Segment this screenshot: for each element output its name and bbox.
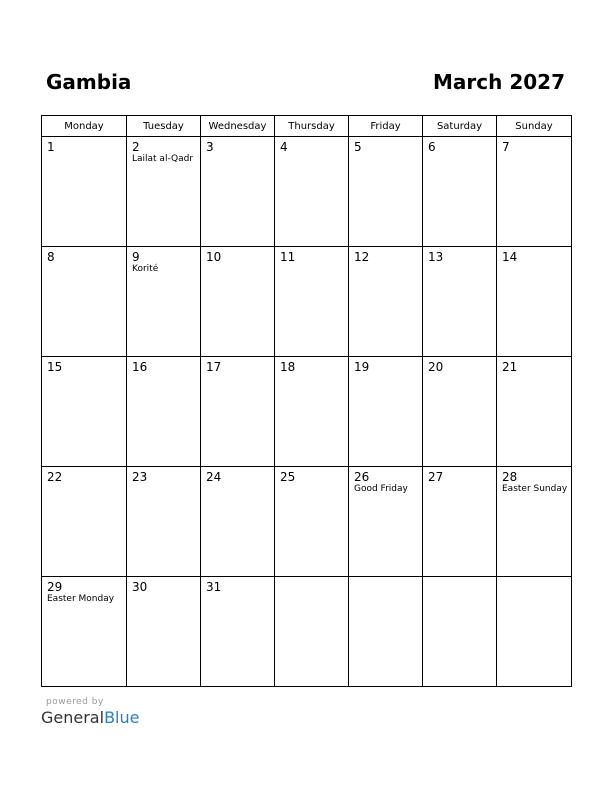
day-number: 23 — [132, 470, 148, 484]
weekday-header: Thursday — [275, 116, 349, 137]
day-cell — [423, 137, 497, 247]
day-cell — [423, 247, 497, 357]
weekday-header-row — [42, 116, 572, 137]
day-cell — [349, 357, 423, 467]
week-row — [42, 577, 572, 687]
weekday-header: Monday — [42, 116, 127, 137]
day-cell — [42, 577, 127, 687]
holiday-label: Easter Monday — [47, 594, 115, 604]
day-number: 30 — [132, 580, 148, 594]
day-cell — [127, 137, 201, 247]
powered-by-label: powered by — [46, 697, 104, 707]
day-number: 24 — [206, 470, 222, 484]
holiday-label: Easter Sunday — [502, 484, 568, 494]
day-number: 14 — [502, 250, 518, 264]
day-cell — [497, 357, 572, 467]
day-number — [423, 577, 496, 580]
day-cell — [275, 467, 349, 577]
month-title: March 2027 — [433, 70, 565, 94]
day-number: 6 — [428, 140, 436, 154]
day-number: 12 — [354, 250, 370, 264]
day-cell — [497, 137, 572, 247]
day-number: 26 — [354, 470, 370, 484]
day-number: 3 — [206, 140, 214, 154]
day-number: 17 — [206, 360, 222, 374]
day-number: 16 — [132, 360, 148, 374]
day-cell — [423, 577, 497, 687]
day-cell — [497, 247, 572, 357]
day-number: 7 — [502, 140, 510, 154]
day-number: 2 — [132, 140, 140, 154]
day-cell — [349, 247, 423, 357]
country-title: Gambia — [46, 70, 132, 94]
day-cell — [349, 467, 423, 577]
day-number: 4 — [280, 140, 288, 154]
day-cell — [127, 577, 201, 687]
week-row — [42, 467, 572, 577]
week-row — [42, 137, 572, 247]
day-cell — [497, 577, 572, 687]
weekday-header: Sunday — [497, 116, 572, 137]
holiday-label: Korité — [132, 264, 159, 274]
day-cell — [127, 247, 201, 357]
calendar-grid — [41, 115, 572, 687]
day-number: 21 — [502, 360, 518, 374]
day-cell — [42, 247, 127, 357]
day-number: 8 — [47, 250, 55, 264]
day-number: 9 — [132, 250, 140, 264]
week-row — [42, 357, 572, 467]
weekday-header: Saturday — [423, 116, 497, 137]
day-number — [497, 577, 571, 580]
day-number: 19 — [354, 360, 370, 374]
day-cell — [201, 247, 275, 357]
day-number: 1 — [47, 140, 55, 154]
day-cell — [201, 577, 275, 687]
day-number: 27 — [428, 470, 444, 484]
day-cell — [127, 467, 201, 577]
day-cell — [349, 577, 423, 687]
week-row — [42, 247, 572, 357]
day-cell — [349, 137, 423, 247]
day-cell — [275, 137, 349, 247]
day-number: 18 — [280, 360, 296, 374]
day-cell — [201, 467, 275, 577]
day-number: 10 — [206, 250, 222, 264]
brand-general-text: General — [41, 708, 105, 727]
day-number: 15 — [47, 360, 63, 374]
day-number: 28 — [502, 470, 518, 484]
holiday-label: Good Friday — [354, 484, 408, 494]
day-cell — [127, 357, 201, 467]
day-number: 11 — [280, 250, 296, 264]
day-cell — [275, 357, 349, 467]
day-cell — [423, 357, 497, 467]
day-cell — [275, 577, 349, 687]
day-number: 22 — [47, 470, 63, 484]
day-cell — [201, 137, 275, 247]
day-cell — [275, 247, 349, 357]
day-number: 25 — [280, 470, 296, 484]
day-number: 5 — [354, 140, 362, 154]
weekday-header: Friday — [349, 116, 423, 137]
day-number: 29 — [47, 580, 63, 594]
brand-blue-text: Blue — [104, 708, 140, 727]
day-cell — [423, 467, 497, 577]
day-cell — [201, 357, 275, 467]
day-number: 13 — [428, 250, 444, 264]
holiday-label: Lailat al-Qadr — [132, 154, 194, 164]
day-cell — [42, 137, 127, 247]
day-number — [349, 577, 422, 580]
weekday-header: Wednesday — [201, 116, 275, 137]
weekday-header: Tuesday — [127, 116, 201, 137]
day-cell — [42, 357, 127, 467]
day-number: 31 — [206, 580, 222, 594]
day-cell — [42, 467, 127, 577]
day-number — [275, 577, 348, 580]
generalblue-logo[interactable] — [41, 708, 139, 727]
day-number: 20 — [428, 360, 444, 374]
day-cell — [497, 467, 572, 577]
